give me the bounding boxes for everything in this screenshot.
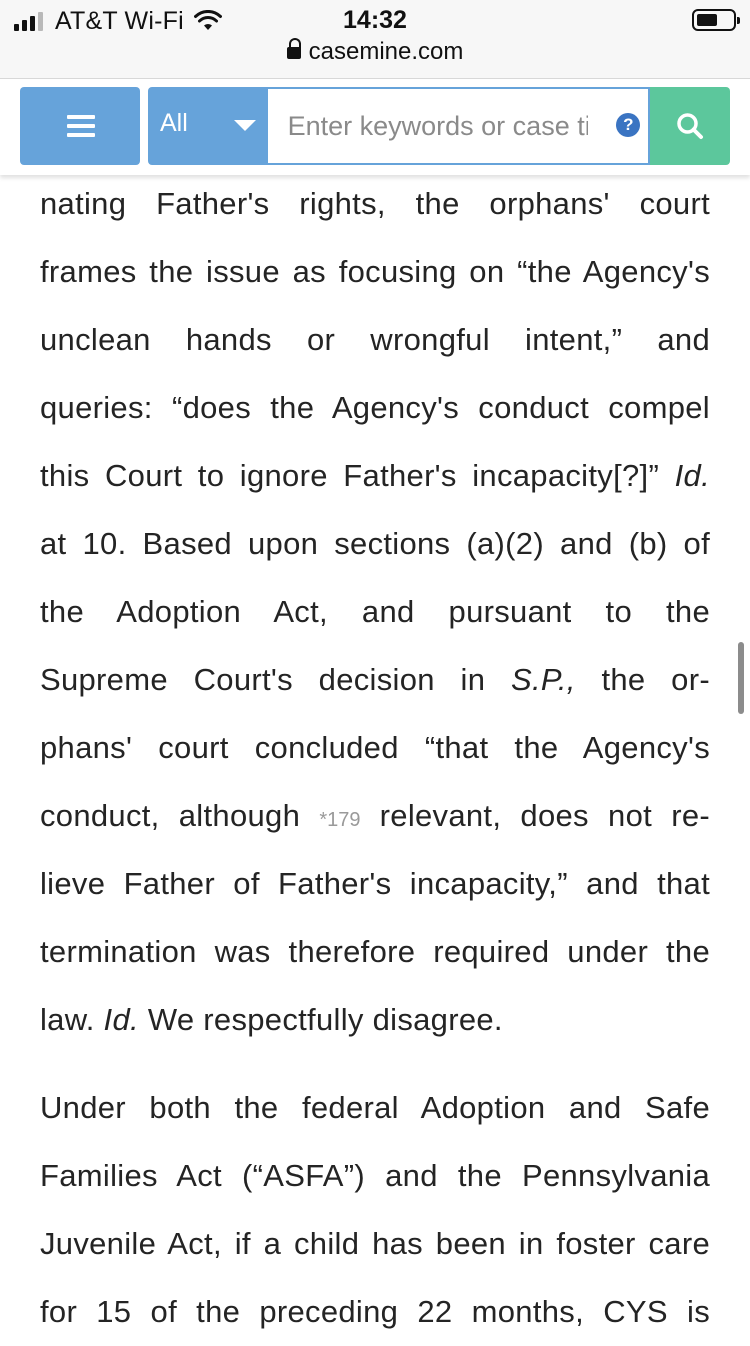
citation: Id. [103,1002,139,1037]
text-line: Families Act (“ASFA”) and the Pennsylvania [40,1158,710,1193]
text-line: frames the issue as focusing on “the Agency's [40,254,710,289]
scrollbar[interactable] [738,642,744,714]
text-line: nating Father's rights, the orphans' court [40,186,710,221]
text-segment: We respectfully disagree. [147,1002,503,1037]
text-line: Under both the federal Adoption and Safe [40,1090,710,1125]
search-input[interactable] [288,89,588,163]
search-field [268,87,651,165]
text-line [40,986,710,1054]
search-icon [676,112,704,140]
battery-icon [692,9,736,31]
carrier-label: AT&T Wi-Fi [55,6,184,35]
paragraph [40,170,710,1054]
search-button[interactable] [650,87,730,165]
text-segment: relevant, does not re- [379,798,710,833]
chevron-down-icon [234,120,256,131]
category-value: All [160,109,188,137]
text-segment: the or- [601,662,710,697]
text-line [40,442,710,510]
text-segment: Supreme Court's decision in [40,662,486,697]
text-line: unclean hands or wrongful intent,” and [40,322,710,357]
text-line [40,782,710,850]
page-marker: *179 [319,809,361,831]
category-dropdown[interactable] [148,87,268,165]
case-text [40,170,710,1346]
text-line: the Adoption Act, and pursuant to the [40,594,710,629]
clock: 14:32 [343,6,407,34]
text-segment: this Court to ignore Father's incapacity[?]” [40,458,660,493]
site-toolbar [0,79,750,175]
help-icon[interactable]: ? [616,113,640,137]
text-line: for 15 of the preceding 22 months, CYS is [40,1294,710,1329]
text-line: at 10. Based upon sections (a)(2) and (b) of [40,526,710,561]
case-citation-link[interactable]: S.P., [511,662,576,697]
text-line: phans' court concluded “that the Agency's [40,730,710,765]
text-line: lieve Father of Father's incapacity,” and that [40,866,710,901]
text-segment: conduct, although [40,798,301,833]
status-bar [0,0,750,79]
address-bar[interactable] [0,38,750,66]
text-line [40,646,710,714]
text-segment: law. [40,1002,95,1037]
paragraph [40,1074,710,1346]
text-line: queries: “does the Agency's conduct compel [40,390,710,425]
lock-icon [287,44,301,60]
url-text: casemine.com [308,38,464,65]
hamburger-icon [67,115,95,137]
text-line: termination was therefore required under the [40,934,710,969]
text-line: Juvenile Act, if a child has been in foster care [40,1226,710,1261]
menu-button[interactable] [20,87,140,165]
search-bar [148,87,730,165]
citation: Id. [674,458,710,493]
